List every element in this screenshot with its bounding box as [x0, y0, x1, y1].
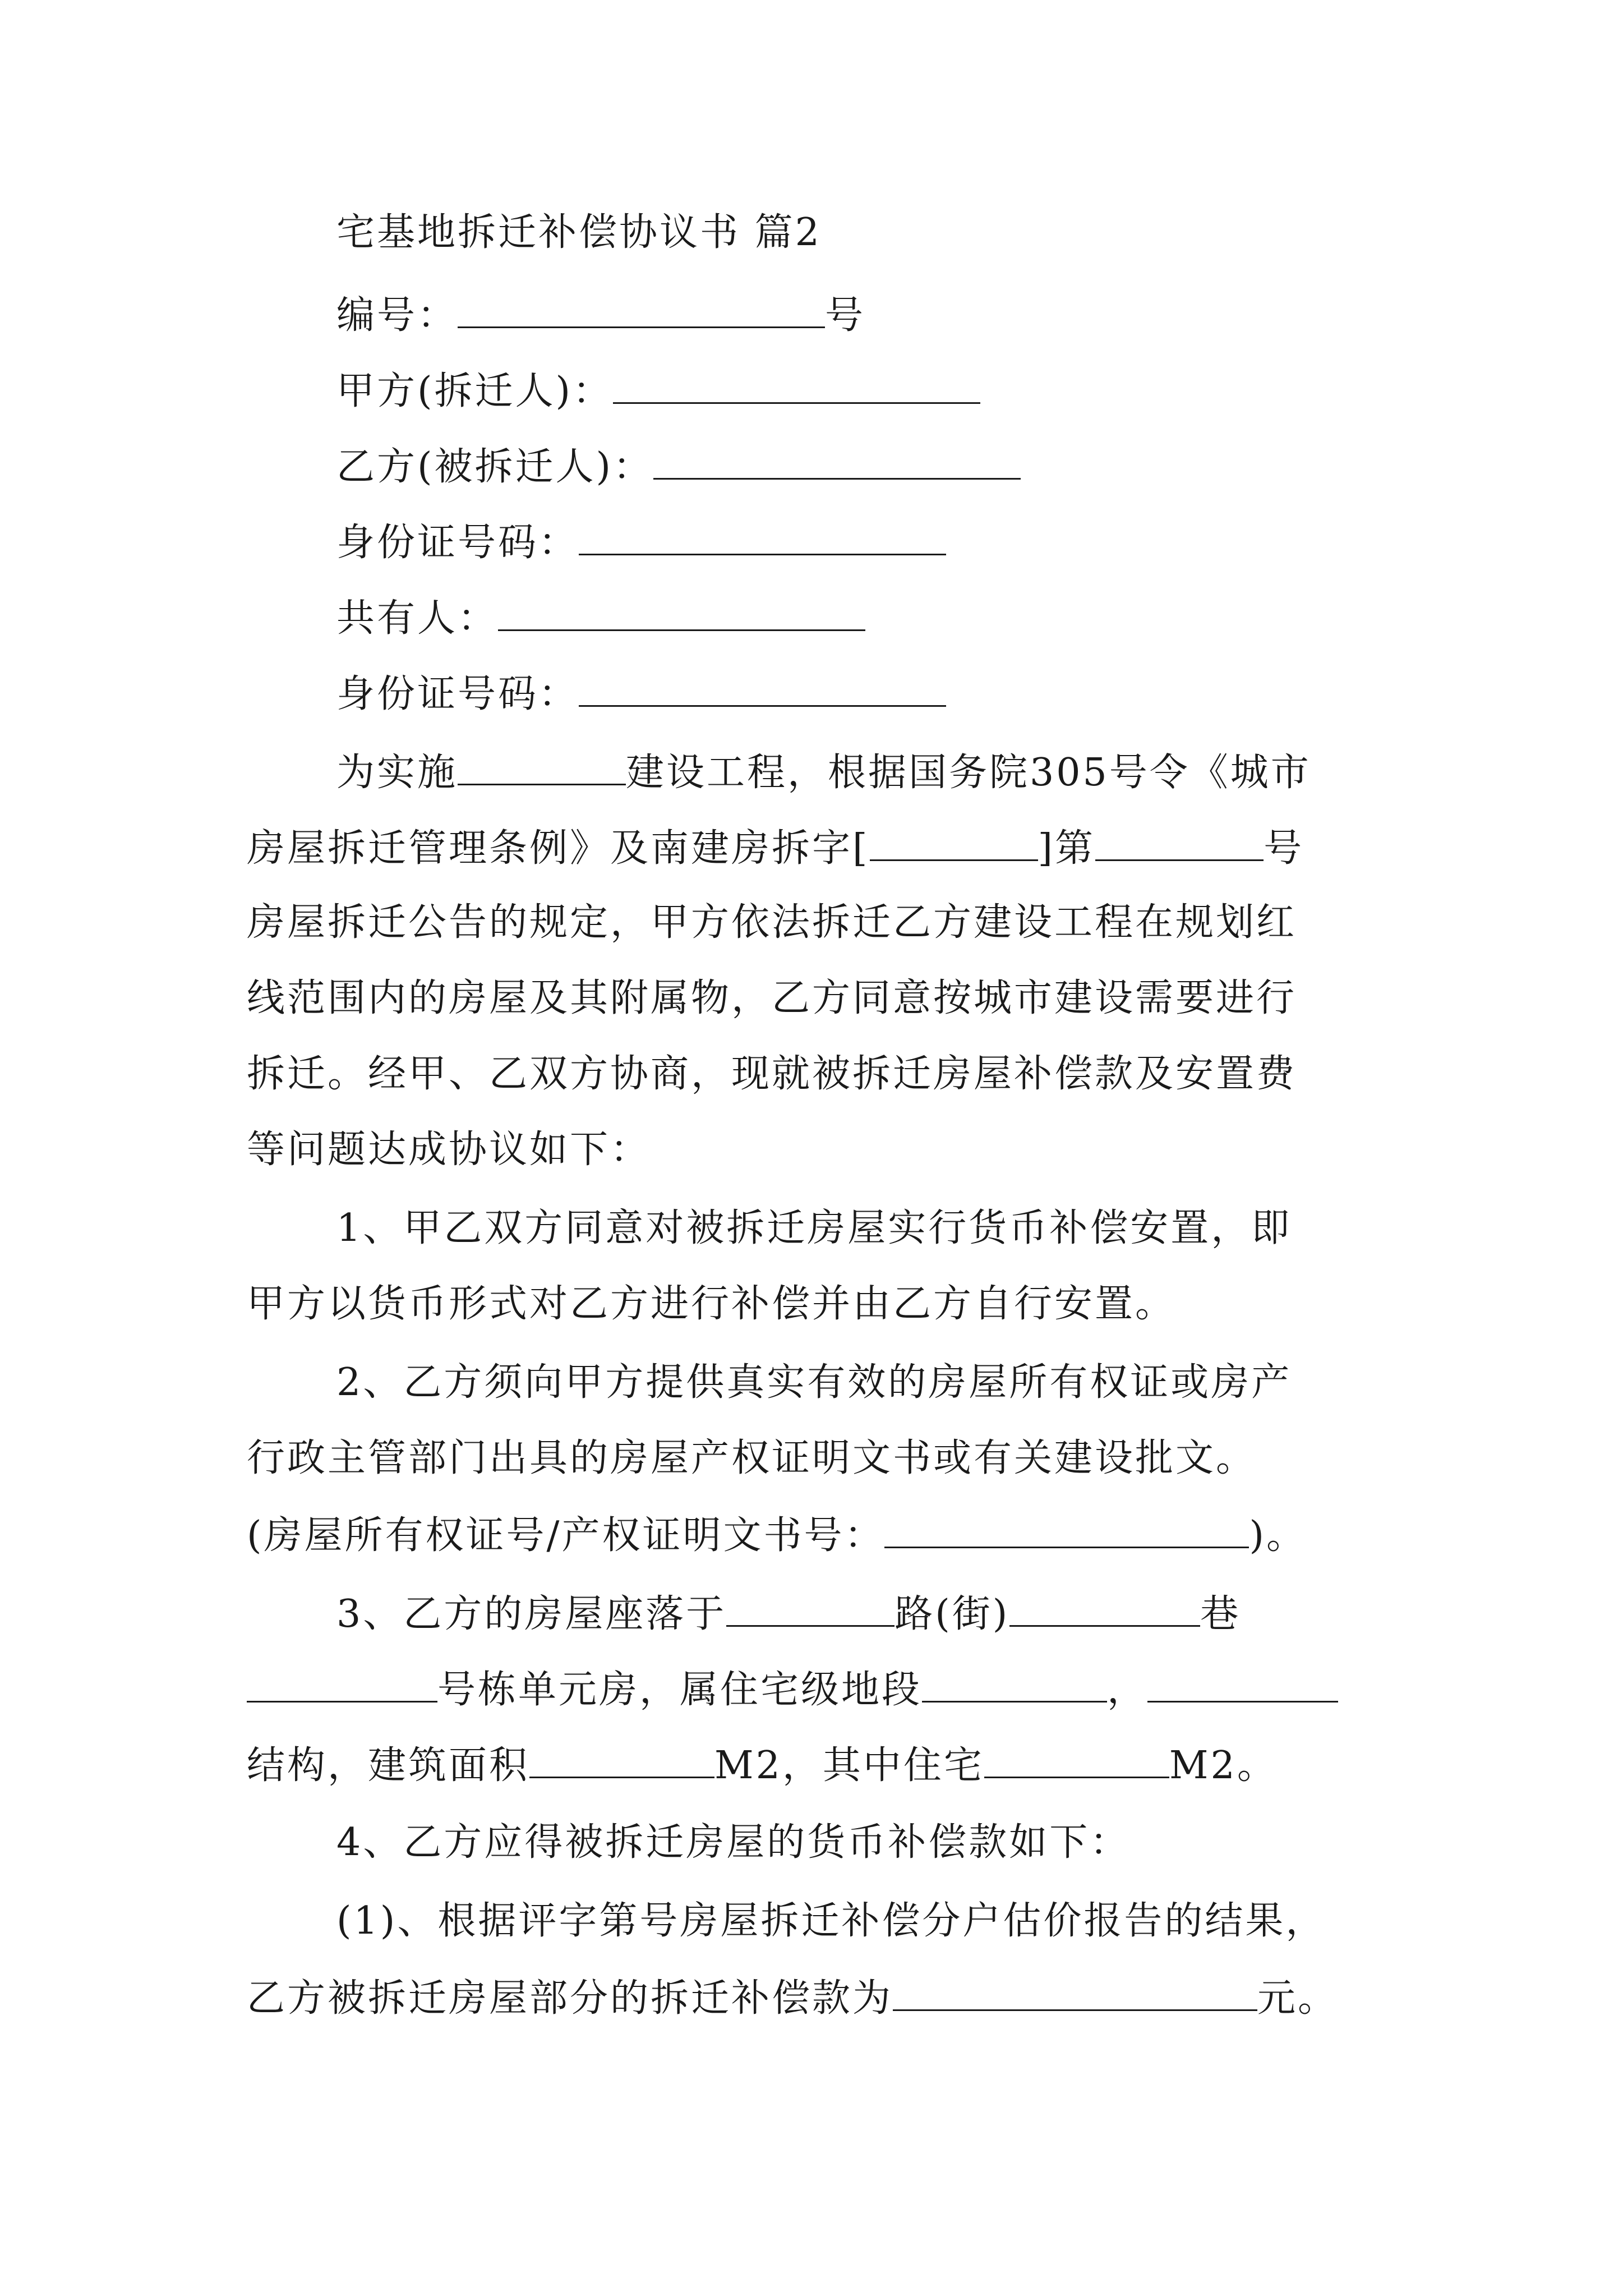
blank-compensation-amount: [893, 1975, 1257, 2011]
blank-project: [458, 749, 626, 785]
field-number: 编号： 号: [336, 292, 865, 338]
blank-id-1: [579, 519, 946, 555]
blank-party-b: [653, 443, 1021, 480]
blank-house-number: [247, 1666, 437, 1703]
blank-building-area: [529, 1742, 714, 1778]
blank-residential-area: [984, 1742, 1169, 1778]
field-party-b: 乙方(被拆迁人)：: [336, 443, 1021, 490]
field-party-a: 甲方(拆迁人)：: [336, 367, 980, 414]
blank-id-2: [579, 670, 946, 707]
blank-road: [726, 1590, 895, 1627]
blank-number: [458, 292, 825, 328]
blank-co-owner: [498, 595, 865, 631]
field-id-1: 身份证号码：: [336, 519, 946, 565]
field-id-2: 身份证号码：: [336, 670, 946, 717]
blank-notice-number: [1095, 825, 1264, 861]
document-title: 宅基地拆迁补偿协议书 篇2: [336, 210, 822, 255]
blank-structure: [1147, 1666, 1338, 1703]
blank-party-a: [613, 367, 980, 404]
blank-grade: [922, 1666, 1107, 1703]
blank-certificate-number: [884, 1512, 1249, 1548]
blank-lane: [1009, 1590, 1200, 1627]
field-co-owner: 共有人：: [336, 595, 865, 641]
blank-notice-year: [870, 825, 1038, 861]
document-page: 宅基地拆迁补偿协议书 篇2 编号： 号 甲方(拆迁人)： 乙方(被拆迁人)： 身份证号码： 共有人： 身份证号码： 为实施 建设工程，根据国务院305号令《城市 房屋拆迁管理条例》及南建房拆字[ ]第 号 房屋拆迁公告的规定，甲方依法拆迁乙方建设工程在规划红 线范围内的房屋及其附属物，乙方同意按城市建设需要进行 拆迁。经甲、乙双方协商，现就被拆迁房屋补偿款及安置费 等问题达成协议如下： 1、甲乙双方同意对被拆迁房屋实行货币补偿安置，即 甲方以货币形式对乙方进行补偿并由乙方自行安置。 2、乙方须向甲方提供真实有效的房屋所有权证或房产 行政主管部门出具的房屋产权证明文书或有关建设批文。 (房屋所有权证号/产权证明文书号： )。 3、乙方的房屋座落于 路(街) 巷 号栋单元房，属住宅级地段 ， 结构，建筑面积 M2，其中住宅 M2。 4、乙方应得被拆迁房屋的货币补偿款如下： (1)、根据评字第号房屋拆迁补偿分户估价报告的结果， 乙方被拆迁房屋部分的拆迁补偿款为 元。: [247, 210, 1339, 2021]
